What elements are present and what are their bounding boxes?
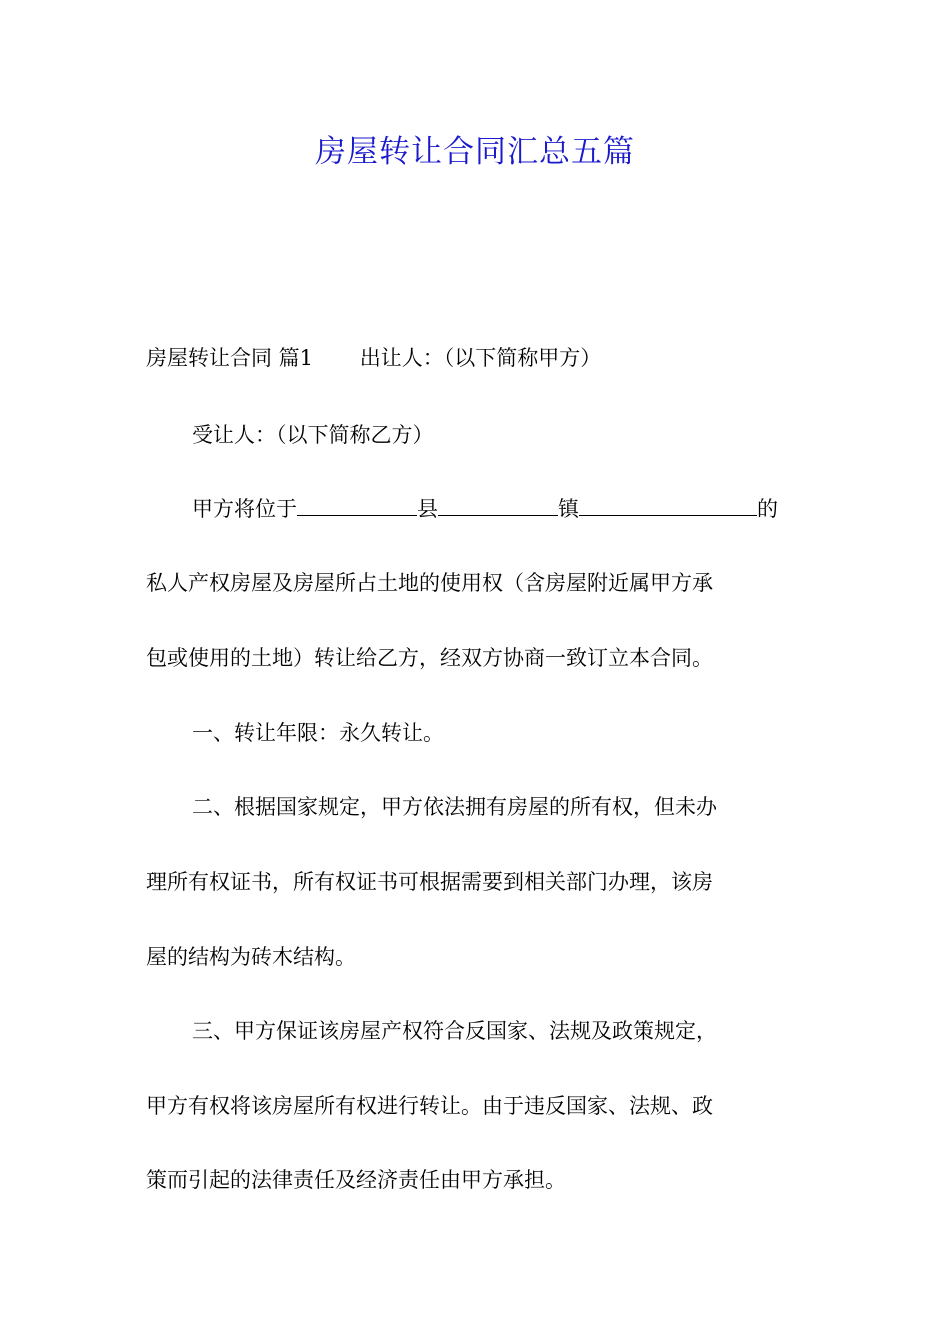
location-prefix: 甲方将位于	[192, 497, 297, 521]
county-label: 县	[417, 497, 438, 521]
county-blank	[297, 495, 417, 516]
clause-3: 三、甲方保证该房屋产权符合反国家、法规及政策规定，	[192, 1019, 717, 1043]
paragraph-line: 私人产权房屋及房屋所占土地的使用权（含房屋附近属甲方承	[146, 571, 713, 595]
location-line	[192, 491, 778, 528]
transferor-label: 出让人：（以下简称甲方）	[359, 346, 602, 370]
paragraph-line: 甲方有权将该房屋所有权进行转让。由于违反国家、法规、政	[146, 1094, 713, 1118]
location-suffix: 的	[757, 497, 778, 521]
paragraph-line: 屋的结构为砖木结构。	[146, 945, 356, 969]
paragraph-line: 策而引起的法律责任及经济责任由甲方承担。	[146, 1168, 566, 1192]
clause-2: 二、根据国家规定，甲方依法拥有房屋的所有权，但未办	[192, 795, 717, 819]
clause-1: 一、转让年限：永久转让。	[192, 721, 444, 745]
address-blank	[579, 495, 757, 516]
town-blank	[438, 495, 558, 516]
contract-heading: 房屋转让合同 篇1	[146, 346, 314, 370]
paragraph-line: 包或使用的土地）转让给乙方，经双方协商一致订立本合同。	[146, 646, 713, 670]
transferee-line: 受让人：（以下简称乙方）	[192, 423, 434, 447]
heading-line	[146, 340, 601, 377]
paragraph-line: 理所有权证书，所有权证书可根据需要到相关部门办理，该房	[146, 870, 713, 894]
document-title: 房屋转让合同汇总五篇	[315, 134, 635, 170]
town-label: 镇	[558, 497, 579, 521]
